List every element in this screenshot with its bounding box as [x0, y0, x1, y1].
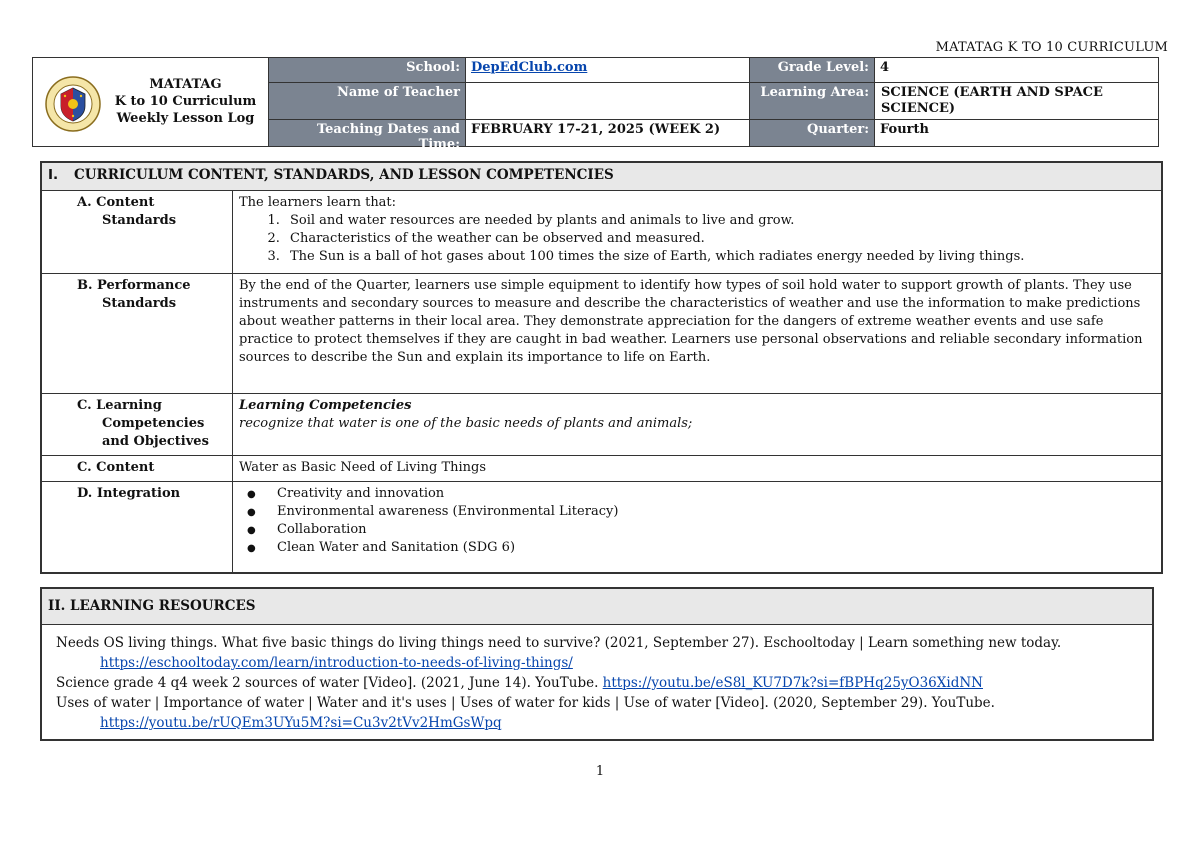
reference-link[interactable]: https://youtu.be/rUQEm3UYu5M?si=Cu3v2tVv2HmGsWpq [100, 715, 502, 731]
content-text: Water as Basic Need of Living Things [239, 460, 487, 475]
content-standards-label-a: A. Content [77, 195, 155, 210]
grade-value: 4 [875, 58, 1158, 83]
school-value [466, 58, 750, 83]
content-standards-text [233, 191, 1161, 273]
dates-label: Teaching Dates and Time: [269, 120, 466, 146]
dates-value: FEBRUARY 17-21, 2025 (WEEK 2) [466, 120, 750, 146]
reference-link[interactable]: https://eschooltoday.com/learn/introduction-to-needs-of-living-things/ [100, 655, 573, 671]
competencies-label-b: Competencies [102, 416, 205, 431]
reference-link[interactable]: https://youtu.be/eS8l_KU7D7k?si=fBPHq25yO36XidNN [602, 675, 983, 691]
list-item: 3. The Sun is a ball of hot gases about 100 times the size of Earth, which radiates energy needed by living things. [284, 248, 1155, 266]
section2-heading: II. LEARNING RESOURCES [42, 589, 1152, 625]
list-item: 2. Characteristics of the weather can be observed and measured. [284, 230, 1155, 248]
section-curriculum [40, 161, 1163, 574]
deped-seal-icon [45, 76, 101, 132]
grade-label: Grade Level: [750, 58, 875, 83]
competencies-heading: Learning Competencies [239, 398, 412, 413]
performance-standards-row [42, 274, 1161, 394]
header-title-line1: MATATAG [149, 77, 222, 92]
competencies-body: recognize that water is one of the basic needs of plants and animals; [239, 416, 693, 431]
learning-area-value: SCIENCE (EARTH AND SPACE SCIENCE) [875, 83, 1158, 120]
competencies-text [233, 394, 1161, 455]
quarter-value: Fourth [880, 122, 929, 137]
reference-text: Science grade 4 q4 week 2 sources of water [Video]. (2021, June 14). YouTube. [56, 675, 603, 691]
reference-text: Uses of water | Importance of water | Water and it's uses | Uses of water for kids | Use of water [Video]. (2020, September 29). YouTube. [56, 695, 995, 711]
competencies-label-a: C. Learning [77, 398, 162, 413]
list-item: 1. Soil and water resources are needed by plants and animals to live and grow. [284, 212, 1155, 230]
reference-item [56, 693, 1138, 733]
teacher-label: Name of Teacher [269, 83, 466, 120]
performance-standards-label-b: Standards [102, 296, 177, 311]
performance-standards-label [42, 274, 233, 393]
section-learning-resources [40, 587, 1154, 741]
performance-standards-text: By the end of the Quarter, learners use simple equipment to identify how types of soil hold water to support growth of plants. They use instruments and secondary sources to measure and describe the characteristics of weather and use the information to make predictions about weather patterns in their local area. They demonstrate appreciation for the dangers of extreme weather events and use safe practice to protect themselves if they are caught in bad weather. Learners use personal observations and reliable secondary information sources to describe the Sun and explain its importance to life on Earth. [239, 278, 1143, 365]
page-number: 1 [595, 764, 605, 779]
learning-area-label: Learning Area: [750, 83, 875, 120]
section1-number: I. [48, 167, 59, 183]
list-item: ● Creativity and innovation [269, 485, 1155, 503]
curriculum-label: MATATAG K TO 10 CURRICULUM [935, 40, 1168, 55]
quarter-label: Quarter: [750, 120, 875, 146]
reference-text: Needs OS living things. What five basic things do living things need to survive? (2021, September 27). Eschooltoday | Learn something new today. [56, 635, 1062, 651]
header-info-grid [269, 58, 1158, 152]
integration-text [233, 482, 1161, 572]
integration-row [42, 482, 1161, 572]
competencies-label-c: and Objectives [102, 434, 209, 449]
content-standards-row [42, 191, 1161, 274]
teacher-value [466, 83, 750, 120]
reference-item [56, 673, 1138, 693]
header-table [32, 57, 1159, 152]
resources-list [42, 625, 1152, 739]
content-standards-intro: The learners learn that: [239, 195, 397, 210]
reference-item [56, 633, 1138, 673]
content-standards-list [239, 212, 1155, 266]
list-item: ● Environmental awareness (Environmental Literacy) [269, 503, 1155, 521]
content-standards-label-b: Standards [102, 213, 177, 228]
performance-standards-label-a: B. Performance [77, 278, 191, 293]
school-link[interactable]: DepEdClub.com [471, 60, 588, 75]
header-title [108, 76, 263, 127]
content-row [42, 456, 1161, 482]
competencies-label [42, 394, 233, 455]
section1-title: CURRICULUM CONTENT, STANDARDS, AND LESSON COMPETENCIES [74, 167, 614, 183]
competencies-row [42, 394, 1161, 456]
integration-list [239, 485, 1155, 557]
content-standards-label [42, 191, 233, 273]
header-title-line3: Weekly Lesson Log [116, 111, 255, 126]
header-title-line2: K to 10 Curriculum [114, 94, 257, 109]
list-item: ● Collaboration [269, 521, 1155, 539]
school-label: School: [269, 58, 466, 83]
content-label: C. Content [42, 456, 233, 481]
header-logo-cell [33, 58, 269, 146]
integration-label: D. Integration [42, 482, 233, 572]
list-item: ● Clean Water and Sanitation (SDG 6) [269, 539, 1155, 557]
section1-heading [42, 163, 1161, 191]
